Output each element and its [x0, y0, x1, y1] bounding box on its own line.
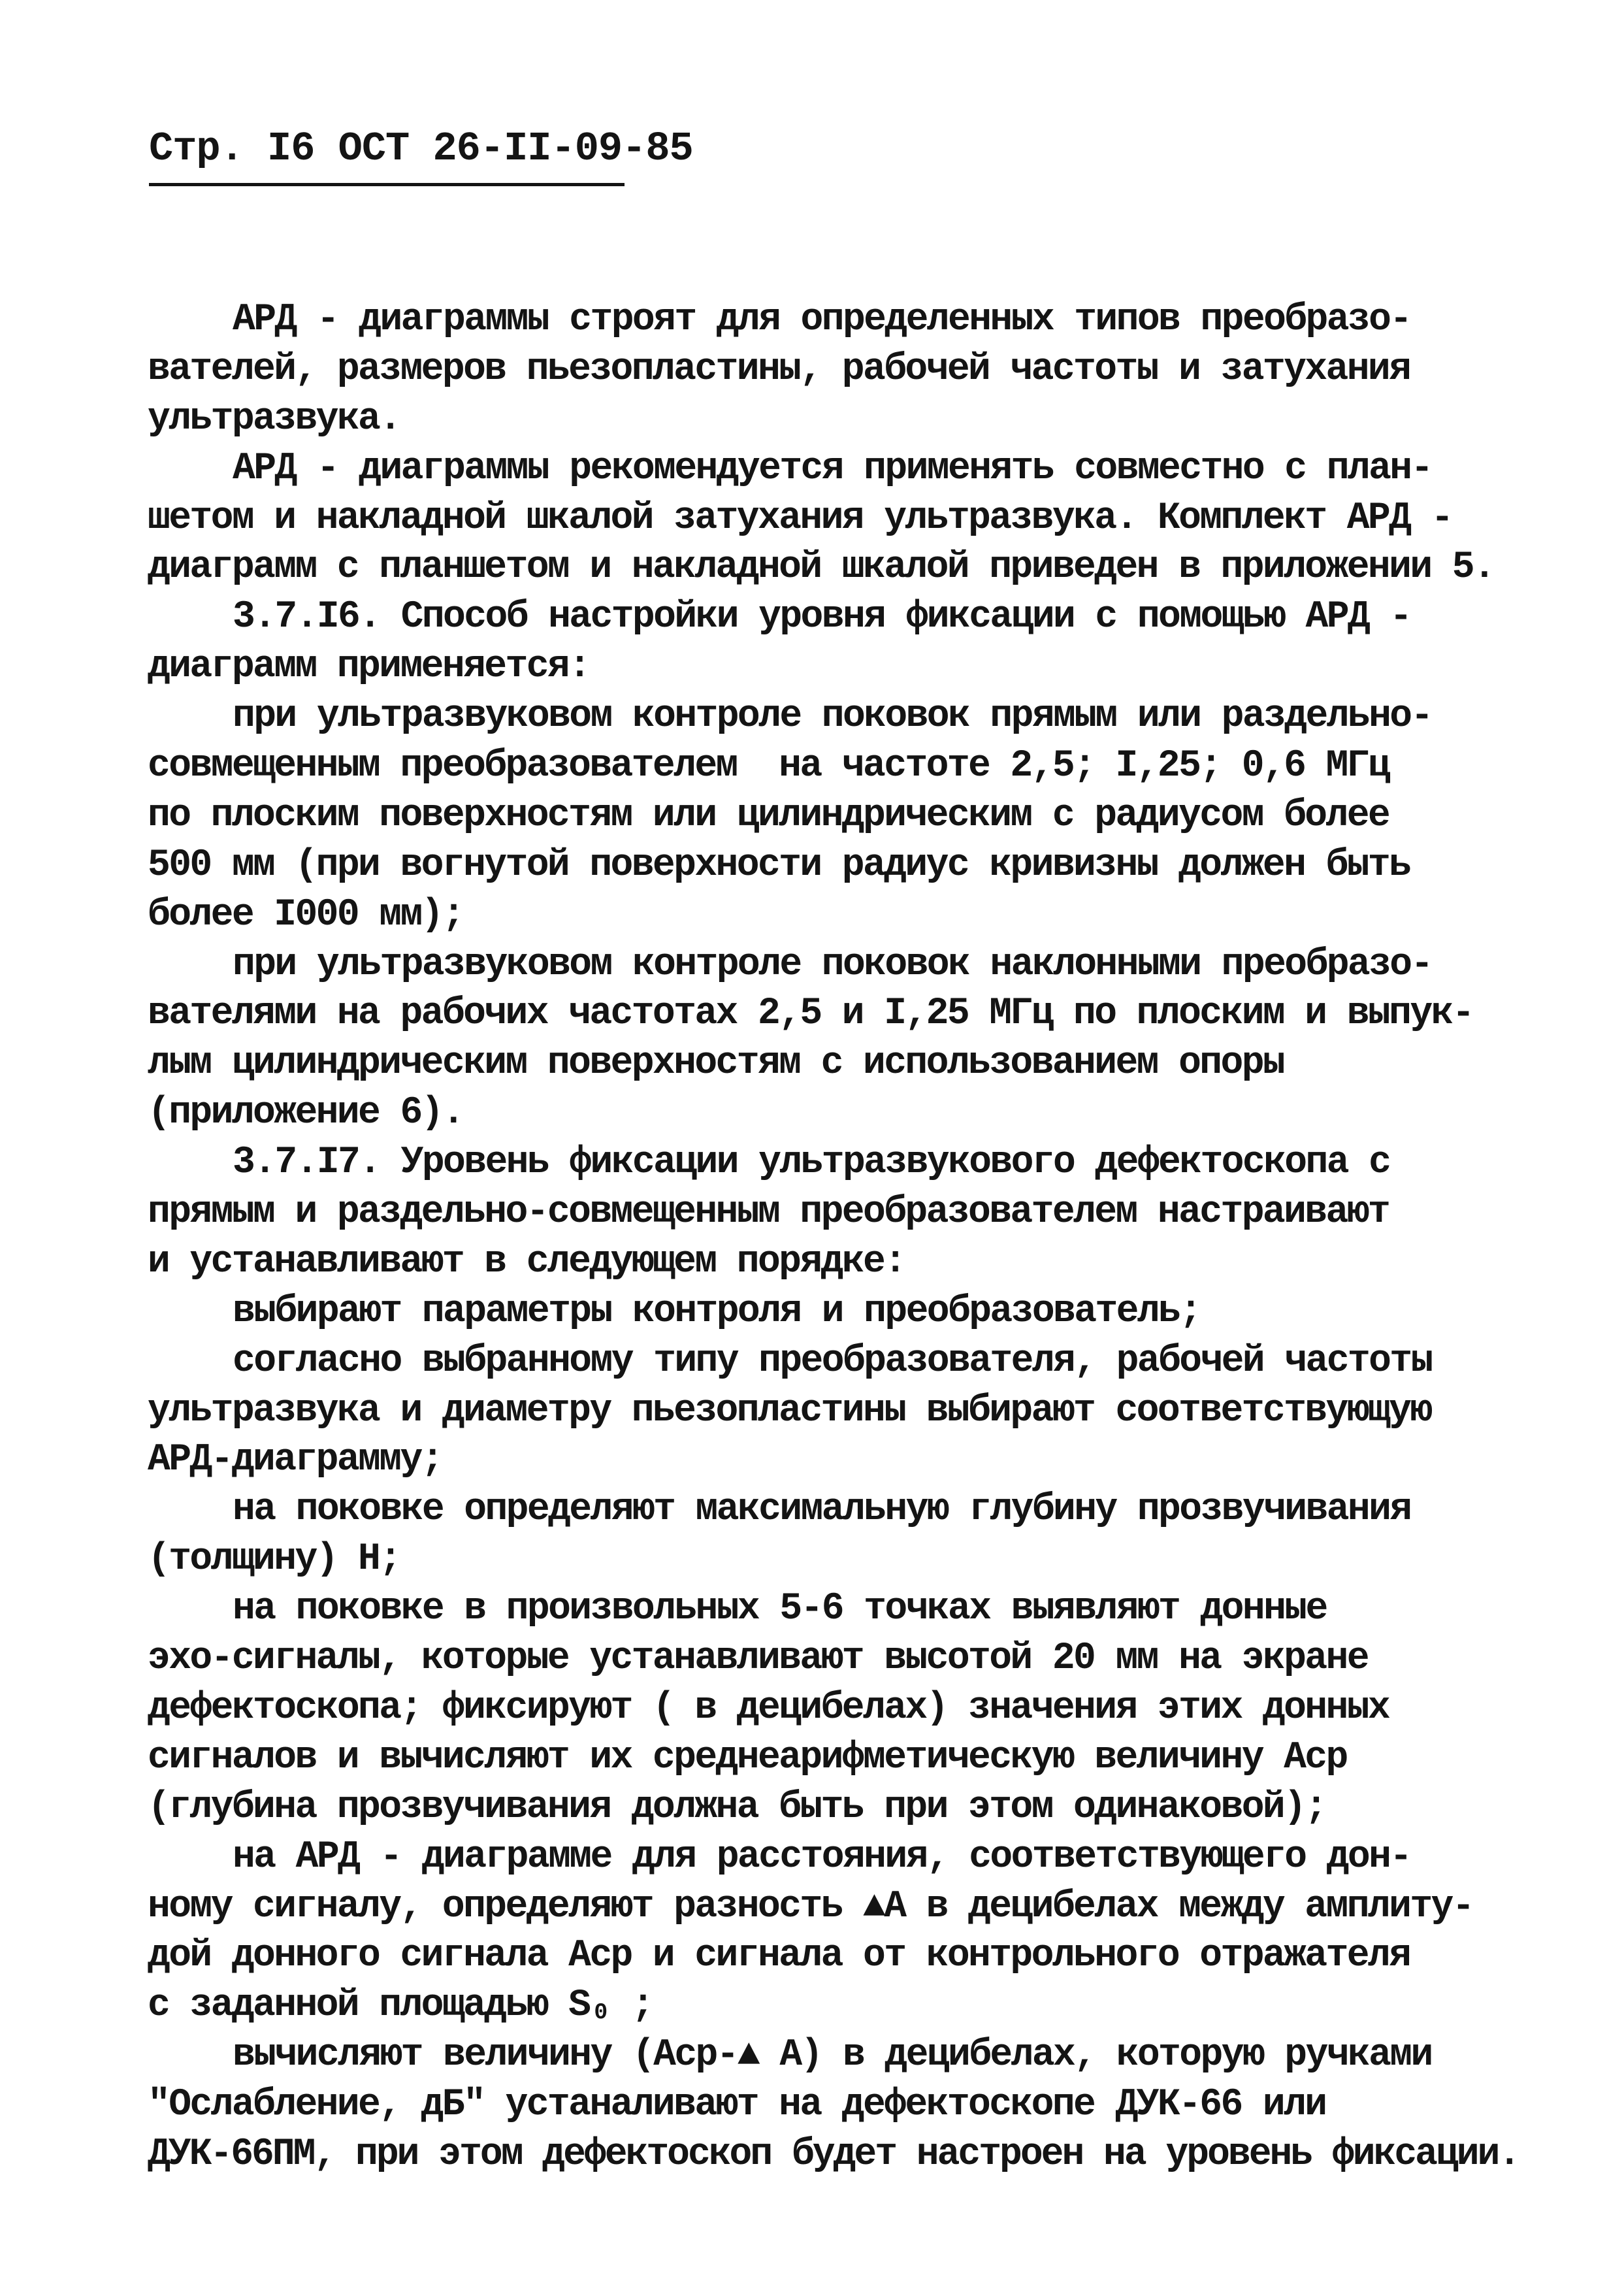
text-line: ному сигналу, определяют разность ▲А в децибелах между амплиту- — [148, 1885, 1473, 1928]
text-line: диаграмм применяется: — [148, 646, 590, 689]
document-body — [148, 295, 1533, 2180]
text-line: при ультразвуковом контроле поковок прямым или раздельно- — [233, 695, 1432, 738]
text-line: ультразвука и диаметру пьезопластины выбирают соответствующую — [148, 1389, 1431, 1432]
text-line: на поковке в произвольных 5-6 точках выявляют донные — [233, 1588, 1327, 1631]
header-underline — [149, 183, 625, 186]
text-line: с заданной площадью S₀ ; — [148, 1984, 653, 2027]
text-line: дефектоскопа; фиксируют ( в децибелах) значения этих донных — [148, 1686, 1389, 1729]
text-line: (глубина прозвучивания должна быть при этом одинаковой); — [148, 1786, 1326, 1829]
text-line: более I000 мм); — [148, 893, 464, 936]
text-line: и устанавливают в следующем порядке: — [148, 1240, 905, 1283]
text-line: на АРД - диаграмме для расстояния, соответствующего дон- — [233, 1835, 1411, 1878]
text-line: диаграмм с планшетом и накладной шкалой приведен в приложении 5. — [148, 546, 1495, 589]
text-line: согласно выбранному типу преобразователя, рабочей частоты — [233, 1339, 1432, 1383]
text-line: (толщину) Н; — [148, 1538, 400, 1581]
text-line: на поковке определяют максимальную глубину прозвучивания — [233, 1488, 1411, 1532]
text-line: "Ослабление, дБ" устаналивают на дефектоскопе ДУК-66 или — [148, 2084, 1326, 2127]
text-line: АРД - диаграммы строят для определенных типов преобразо- — [233, 299, 1411, 341]
text-line: по плоским поверхностям или цилиндрическим с радиусом более — [148, 794, 1389, 837]
text-line: лым цилиндрическим поверхностям с использованием опоры — [148, 1042, 1284, 1085]
page-header: Стр. I6 ОСТ 26-II-09-85 — [149, 125, 693, 172]
text-line: 3.7.I6. Способ настройки уровня фиксации с помощью АРД - — [233, 596, 1411, 639]
text-line: 3.7.I7. Уровень фиксации ультразвукового дефектоскопа с — [233, 1141, 1390, 1185]
text-line: АРД-диаграмму; — [148, 1439, 442, 1482]
text-line: эхо-сигналы, которые устанавливают высотой 20 мм на экране — [148, 1637, 1368, 1680]
text-line: вателями на рабочих частотах 2,5 и I,25 МГц по плоским и выпук- — [148, 992, 1473, 1036]
text-line: прямым и раздельно-совмещенным преобразователем настраивают — [148, 1191, 1389, 1234]
text-line: ультразвука. — [148, 397, 400, 440]
text-line: АРД - диаграммы рекомендуется применять совместно с план- — [233, 447, 1432, 490]
text-line: 500 мм (при вогнутой поверхности радиус кривизны должен быть — [148, 844, 1410, 887]
text-line: вычисляют величину (Аср-▲ А) в децибелах, которую ручками — [233, 2034, 1432, 2077]
text-line: (приложение 6). — [148, 1092, 464, 1135]
text-line: вателей, размеров пьезопластины, рабочей частоты и затухания — [148, 348, 1410, 391]
text-line: шетом и накладной шкалой затухания ультразвука. Комплект АРД - — [148, 497, 1452, 540]
text-line: совмещенным преобразователем на частоте 2,5; I,25; 0,6 МГц — [148, 745, 1389, 788]
text-line: выбирают параметры контроля и преобразователь; — [233, 1290, 1201, 1333]
text-line: ДУК-66ПМ, при этом дефектоскоп будет настроен на уровень фиксации. — [148, 2133, 1519, 2176]
text-line: сигналов и вычисляют их среднеарифметическую величину Аср — [148, 1736, 1347, 1779]
text-line: дой донного сигнала Аср и сигнала от контрольного отражателя — [148, 1935, 1410, 1978]
text-line: при ультразвуковом контроле поковок наклонными преобразо- — [233, 943, 1432, 986]
